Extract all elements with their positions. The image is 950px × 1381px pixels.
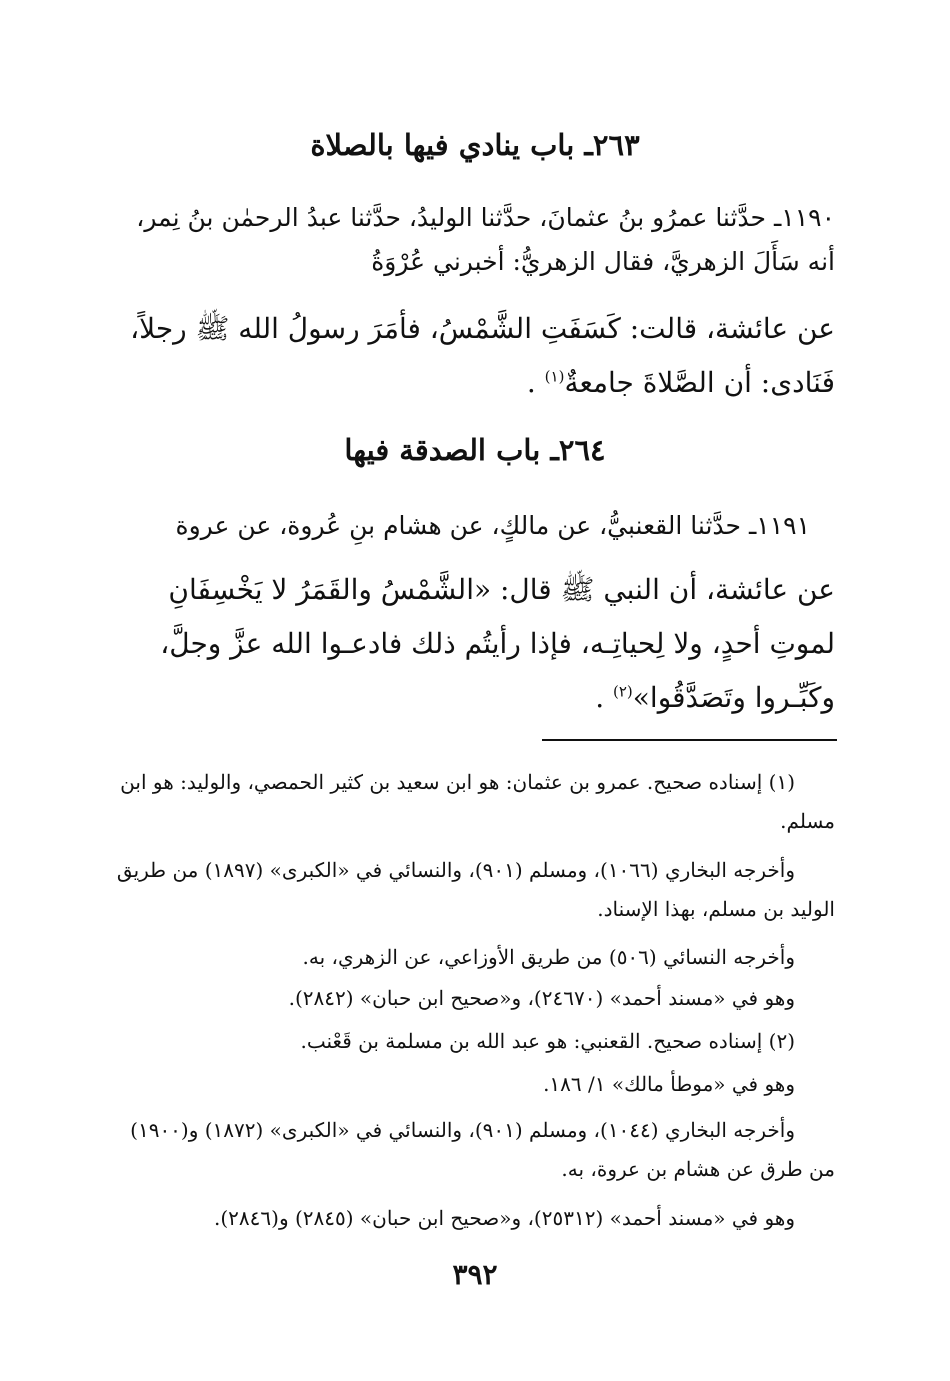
chapter-title-264: ٢٦٤ـ باب الصدقة فيها [344, 433, 606, 467]
hadith-1191-matn-paragraph [110, 563, 835, 725]
footnote-2-paragraph-2: وهو في «موطأ مالك» ١/ ١٨٦. [543, 1072, 795, 1096]
footnote-1-paragraph-1: (١) إسناده صحيح. عمرو بن عثمان: هو ابن سعيد بن كثير الحمصي، والوليد: هو ابن مسلم. [120, 770, 835, 833]
footnote-ref-2: (٢) [613, 682, 633, 701]
footnote-ref-1: (١) [544, 367, 565, 386]
hadith-1191-matn: عن عائشة، أن النبي ﷺ قال: «الشَّمْسُ والقَمَرُ لا يَخْسِفَانِ لموتِ أحدٍ، ولا لِحياتِـه، فإذا رأيتُم ذلك فادعـوا الله عزَّ وجلَّ، وكَبِّـروا وتَصَدَّقُوا» [160, 573, 835, 714]
footnote-1-paragraph-3: وأخرجه النسائي (٥٠٦) من طريق الأوزاعي، عن الزهري، به. [302, 945, 795, 969]
footnote-1-paragraph-4: وهو في «مسند أحمد» (٢٤٦٧٠)، و«صحيح ابن حبان» (٢٨٤٢). [288, 986, 795, 1010]
footnote-divider [542, 739, 837, 741]
footnote-1-paragraph-2: وأخرجه البخاري (١٠٦٦)، ومسلم (٩٠١)، والنسائي في «الكبرى» (١٨٩٧) من طريق الوليد بن مسلم، بهذا الإسناد. [116, 858, 835, 921]
hadith-1190-matn: عن عائشة، قالت: كَسَفَتِ الشَّمْسُ، فأمَرَ رسولُ الله ﷺ رجلاً، فَنَادى: أن الصَّلاةَ جامعةٌ [130, 312, 835, 399]
footnote-2-paragraph-3: وأخرجه البخاري (١٠٤٤)، ومسلم (٩٠١)، والنسائي في «الكبرى» (١٨٧٢) و(١٩٠٠) من طرق عن هشام بن عروة، به. [130, 1118, 835, 1181]
hadith-1190-period: . [526, 366, 536, 399]
footnote-2-paragraph-1: (٢) إسناده صحيح. القعنبي: هو عبد الله بن مسلمة بن قَعْنب. [300, 1029, 795, 1053]
hadith-1191-isnad: ١١٩١ـ حدَّثنا القعنبيُّ، عن مالكٍ، عن هشام بنِ عُروة، عن عروة [175, 511, 810, 540]
hadith-1190-matn-paragraph [110, 302, 835, 410]
page-number: ٣٩٢ [452, 1258, 498, 1291]
hadith-1191-period: . [595, 681, 605, 714]
hadith-1190-isnad: ١١٩٠ـ حدَّثنا عمرُو بنُ عثمانَ، حدَّثنا الوليدُ، حدَّثنا عبدُ الرحمٰن بنُ نِمر، أنه سَأَلَ الزهريَّ، فقال الزهريُّ: أخبرني عُرْوَةُ [136, 203, 835, 276]
chapter-title-263: ٢٦٣ـ باب ينادي فيها بالصلاة [310, 128, 640, 162]
footnote-2-paragraph-4: وهو في «مسند أحمد» (٢٥٣١٢)، و«صحيح ابن حبان» (٢٨٤٥) و(٢٨٤٦). [214, 1206, 795, 1230]
